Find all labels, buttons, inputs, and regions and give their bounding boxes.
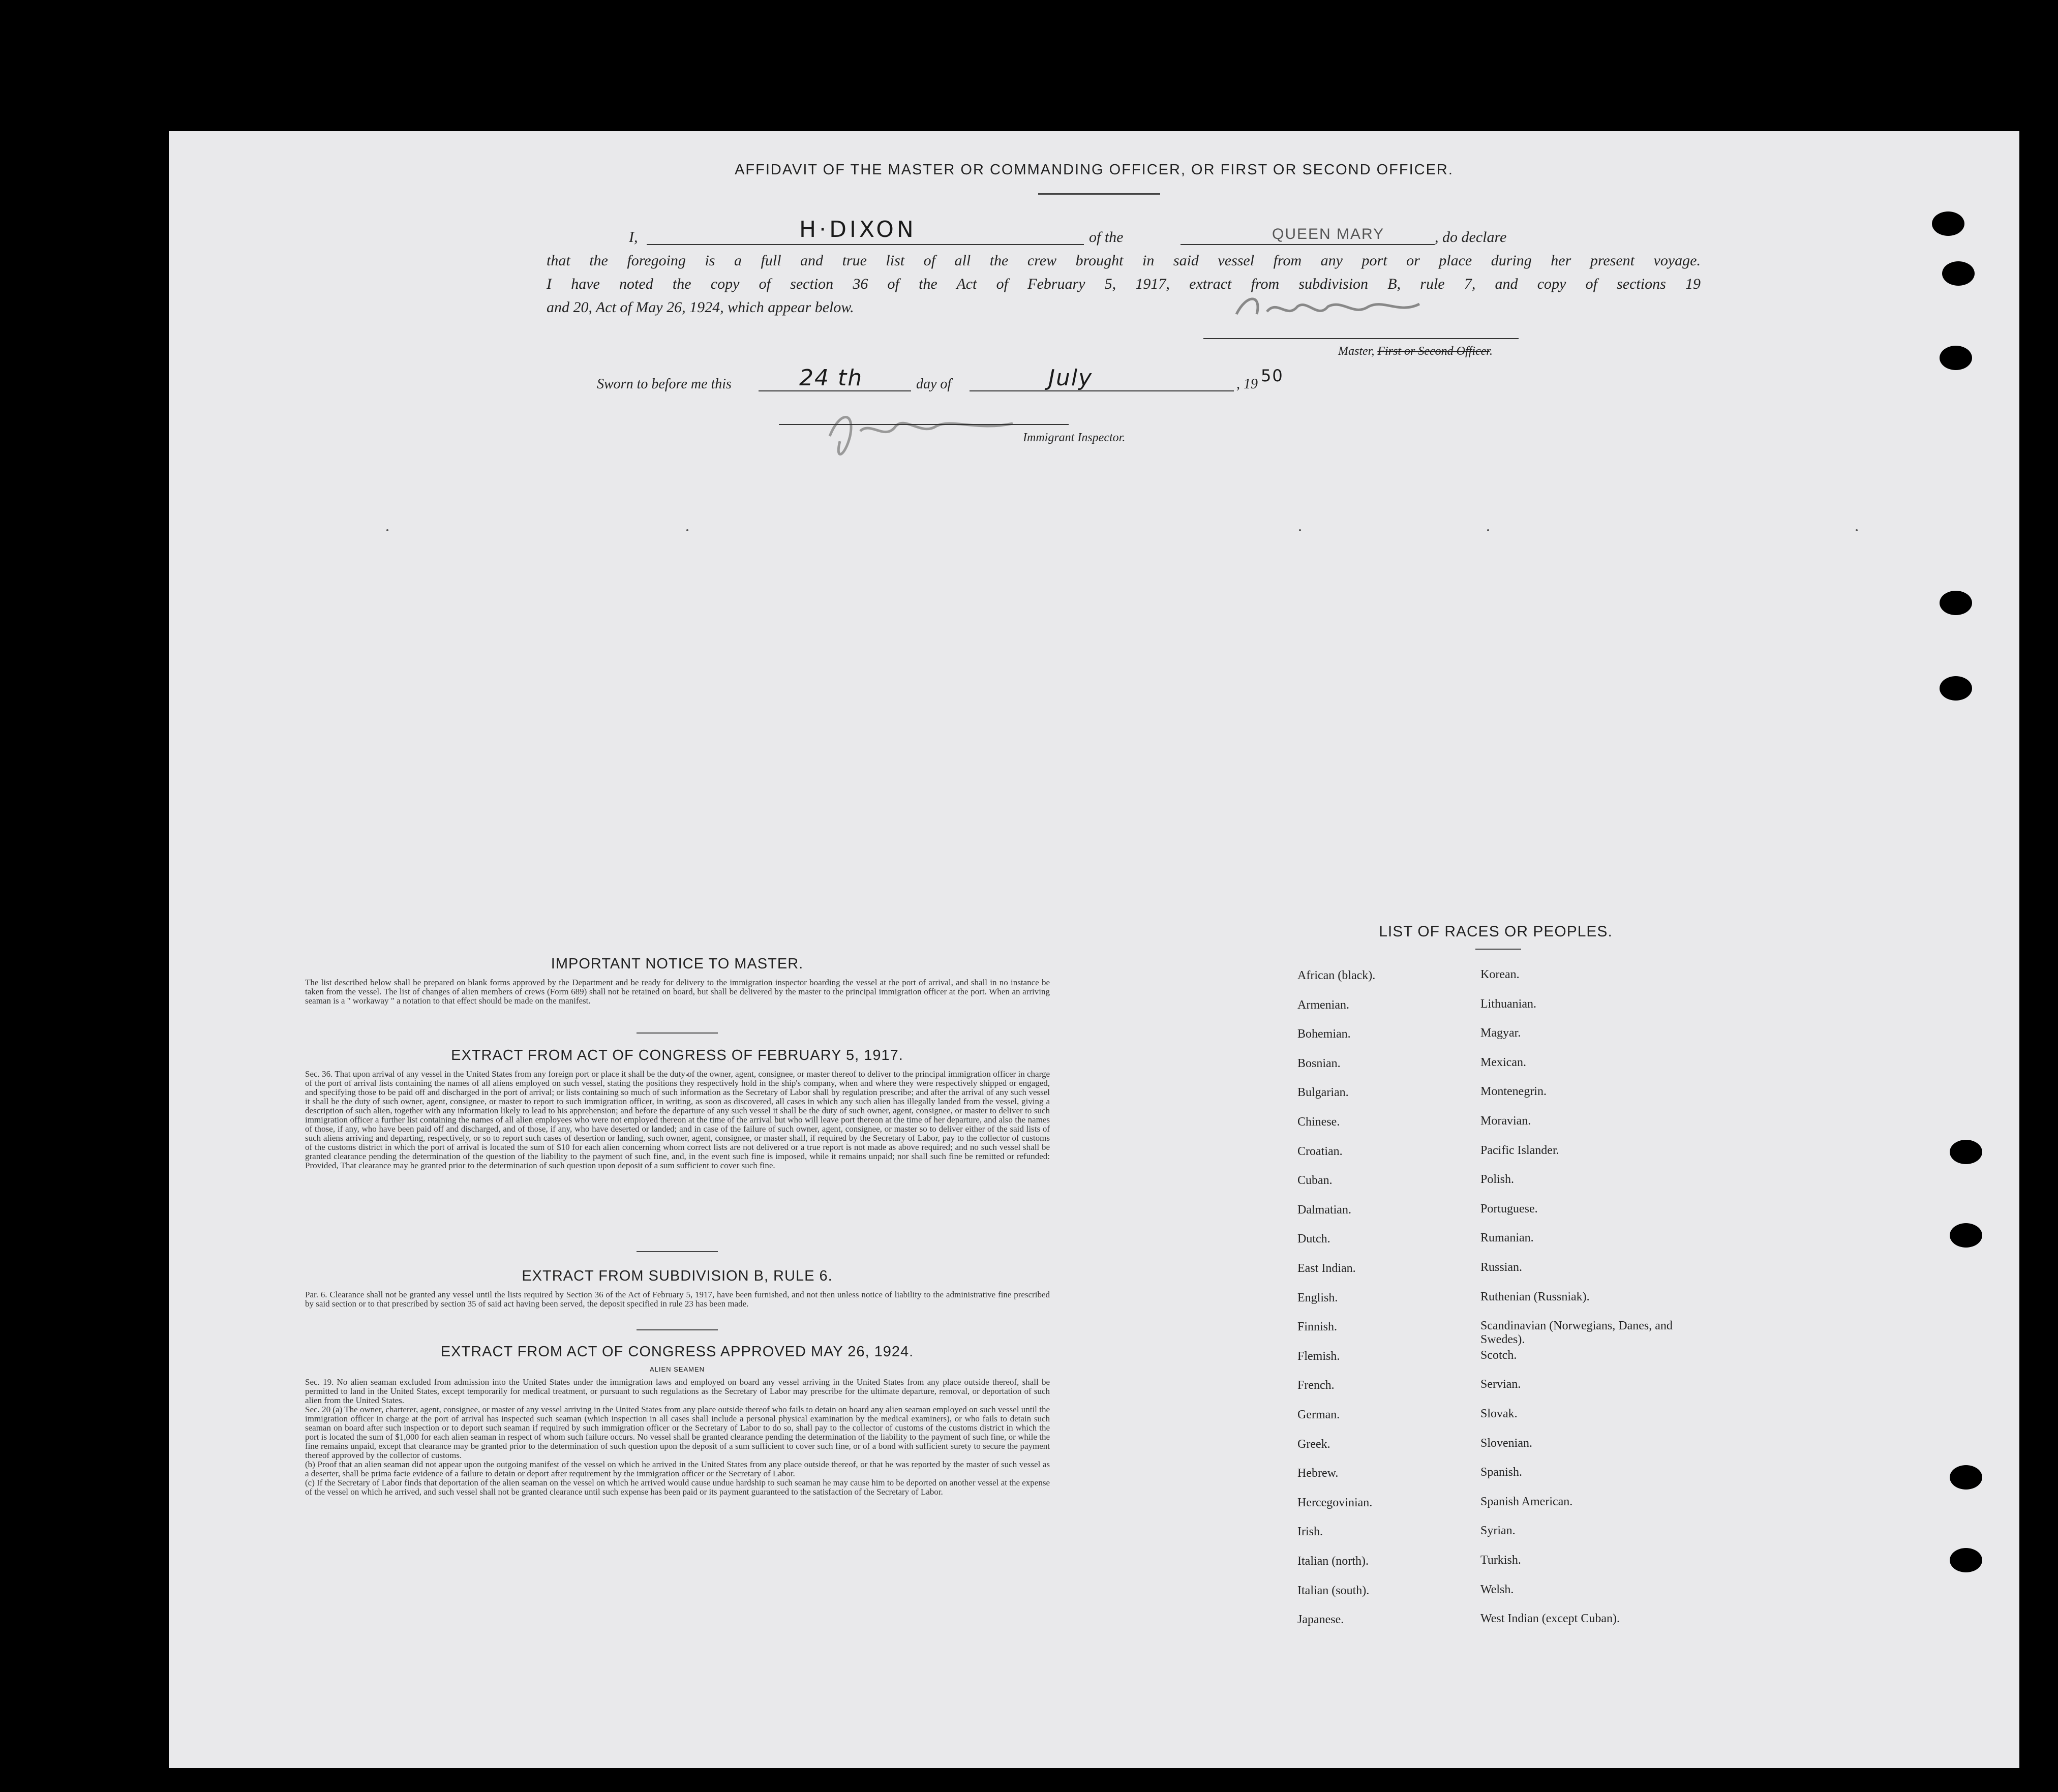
inspector-line: [779, 424, 1069, 425]
race-item: Cuban.: [1297, 1174, 1333, 1188]
races-divider: [1475, 949, 1521, 950]
race-item: Ruthenian (Russniak).: [1480, 1290, 1590, 1303]
title-divider: [1038, 193, 1160, 195]
extract-1924-subheading: ALIEN SEAMEN: [649, 1365, 705, 1373]
race-item: Polish.: [1480, 1173, 1515, 1187]
of-the-label: of the: [1089, 229, 1124, 246]
ship-name-line: [1181, 244, 1435, 245]
sec20b-text: (b) Proof that an alien seaman did not appear upon the outgoing manifest of the vessel on which he arrived in the United States from any place outside thereof, or that he was reported by the master of such vessel as a deserter, shall be prima facie evidence of a failure to detain or deport after requirement by the immigration officer or the Secretary of Labor.: [305, 1460, 1050, 1478]
year-handwritten: 50: [1261, 366, 1284, 385]
extract-1924-heading: EXTRACT FROM ACT OF CONGRESS APPROVED MAY 26, 1924.: [440, 1344, 914, 1360]
ship-name-stamp: QUEEN MARY: [1272, 226, 1385, 242]
affidavit-line-3: I have noted the copy of section 36 of the Act of February 5, 1917, extract from subdivision B, rule 7, and copy of sections 19: [547, 276, 1701, 292]
sec19-text: Sec. 19. No alien seaman excluded from admission into the United States under the immigration laws and employed on board any vessel arriving in the United States from any place outside thereof, shall be permitted to land in the United States, except temporarily for medical treatment, or pursuant to such regulations as the Secretary of Labor may prescribe for the ultimate departure, removal, or deportation of such alien from the United States.: [305, 1377, 1050, 1405]
race-item: Hercegovinian.: [1297, 1496, 1373, 1509]
notice-text: The list described below shall be prepared on blank forms approved by the Department and be ready for delivery to the immigration inspector boarding the vessel at the port of arrival, and shall in no instance be taken from the vessel. The list of changes of alien members of crews (Form 689) shall not be retained on board, but shall be delivered by the master to the principal immigration officer at the port. When an arriving seaman is a " workaway " a notation to that effect should be made on the manifest.: [305, 978, 1050, 1006]
race-item: Turkish.: [1480, 1554, 1521, 1567]
race-item: Magyar.: [1480, 1026, 1521, 1040]
guide-dot: [1487, 529, 1489, 531]
race-item: Bulgarian.: [1297, 1086, 1349, 1100]
affidavit-title: AFFIDAVIT OF THE MASTER OR COMMANDING OFFICER, OR FIRST OR SECOND OFFICER.: [735, 162, 1454, 178]
year-prefix: , 19: [1236, 376, 1258, 392]
race-item: Slovenian.: [1480, 1436, 1532, 1450]
master-signature-line: [1203, 338, 1519, 339]
extract-1924-text: [305, 1378, 1050, 1497]
race-item: Welsh.: [1480, 1583, 1514, 1596]
guide-dot: [386, 529, 388, 531]
race-item: West Indian (except Cuban).: [1480, 1612, 1620, 1626]
race-item: Montenegrin.: [1480, 1085, 1547, 1099]
notice-heading: IMPORTANT NOTICE TO MASTER.: [551, 956, 804, 972]
inspector-signature: [809, 396, 1023, 467]
race-item: Greek.: [1297, 1437, 1330, 1451]
race-item: Lithuanian.: [1480, 997, 1536, 1011]
race-item: Mexican.: [1480, 1055, 1526, 1069]
race-item: Hebrew.: [1297, 1467, 1339, 1480]
rule6-text: Par. 6. Clearance shall not be granted any vessel until the lists required by Section 36 of the Act of February 5, 1917, have been furnished, and not then unless notice of liability to the administrative fine prescribed by said section or to that prescribed by section 35 of said act having been served, the deposit specified in rule 23 has been made.: [305, 1290, 1050, 1309]
sworn-label: Sworn to before me this: [597, 376, 732, 392]
race-item: Syrian.: [1480, 1524, 1516, 1538]
race-item: Portuguese.: [1480, 1202, 1538, 1216]
master-name-handwritten: H·DIXON: [799, 217, 917, 242]
punch-hole: [1942, 261, 1975, 286]
rule6-heading: EXTRACT FROM SUBDIVISION B, RULE 6.: [522, 1268, 833, 1284]
race-item: East Indian.: [1297, 1262, 1356, 1275]
race-item: Korean.: [1480, 968, 1520, 981]
master-caption-struck: First or Second Officer: [1377, 345, 1490, 358]
punch-hole: [1940, 591, 1972, 615]
do-declare-label: , do declare: [1435, 229, 1507, 246]
affidavit-line-2: that the foregoing is a full and true list of all the crew brought in said vessel from any port or place during her present voyage.: [547, 252, 1701, 269]
race-item: Rumanian.: [1480, 1231, 1534, 1245]
race-item: Japanese.: [1297, 1613, 1344, 1627]
sworn-day-handwritten: 24 th: [799, 365, 863, 391]
affidavit-line-4: and 20, Act of May 26, 1924, which appear below.: [547, 299, 854, 316]
race-item: Flemish.: [1297, 1349, 1340, 1363]
extract-1917-heading: EXTRACT FROM ACT OF CONGRESS OF FEBRUARY 5, 1917.: [451, 1047, 903, 1064]
punch-hole: [1940, 676, 1972, 701]
race-item: Dalmatian.: [1297, 1203, 1351, 1217]
race-item: Russian.: [1480, 1261, 1523, 1274]
punch-hole: [1950, 1140, 1982, 1164]
race-item: Chinese.: [1297, 1115, 1340, 1129]
race-item: Servian.: [1480, 1378, 1521, 1391]
i-label: I,: [629, 229, 638, 246]
guide-dot: [1299, 529, 1301, 531]
day-of-label: day of: [916, 376, 952, 392]
punch-hole: [1950, 1465, 1982, 1490]
race-item: Dutch.: [1297, 1232, 1330, 1246]
race-item: African (black).: [1297, 969, 1376, 982]
punch-hole: [1940, 346, 1972, 370]
race-item: Armenian.: [1297, 998, 1349, 1012]
race-item: Scandinavian (Norwegians, Danes, and Swedes).: [1480, 1319, 1673, 1347]
extract-1917-divider: [637, 1251, 718, 1252]
sec20a-text: Sec. 20 (a) The owner, charterer, agent, consignee, or master of any vessel arriving in the United States from any place outside thereof who fails to detain on board any alien seaman employed on such vessel until the immigration officer in charge at the port of arrival has inspected such seaman (which inspection in all cases shall include a personal physical examination by the medical examiners), or who fails to detain such seaman on board after such inspection or to deport such seaman if required by such immigration officer or the Secretary of Labor to do so, shall pay to the collector of customs of the customs district in which the port is located the sum of $1,000 for each alien seaman in respect of whom such failure occurs. No vessel shall be granted clearance pending the determination of the liability to the payment of such fine, or while the fine remains unpaid, except that clearance may be granted prior to the determination of such question upon the deposit of a sum sufficient to cover such fine, or of a bond with sufficient surety to secure the payment thereof approved by the collector of customs.: [305, 1405, 1050, 1460]
race-item: Bosnian.: [1297, 1056, 1341, 1070]
master-name-line: [647, 244, 1084, 245]
punch-hole: [1950, 1223, 1982, 1248]
punch-hole: [1932, 211, 1964, 236]
master-caption-pre: Master,: [1338, 345, 1378, 358]
notice-divider: [637, 1032, 718, 1034]
race-item: Spanish.: [1480, 1466, 1523, 1479]
sworn-month-handwritten: July: [1048, 365, 1093, 391]
race-item: English.: [1297, 1291, 1338, 1304]
race-item: Moravian.: [1480, 1114, 1531, 1128]
race-item: Italian (north).: [1297, 1555, 1369, 1568]
race-item: Irish.: [1297, 1525, 1323, 1539]
manifest-page: [169, 131, 2019, 1768]
race-item: French.: [1297, 1379, 1335, 1392]
race-item: German.: [1297, 1408, 1340, 1421]
race-item: Scotch.: [1480, 1348, 1517, 1362]
race-item: Italian (south).: [1297, 1584, 1370, 1597]
guide-dot: [1856, 529, 1858, 531]
race-item: Spanish American.: [1480, 1495, 1573, 1508]
race-item: Pacific Islander.: [1480, 1143, 1559, 1157]
master-caption: [1338, 345, 1493, 358]
sec20c-text: (c) If the Secretary of Labor finds that deportation of the alien seaman on the vessel on which he arrived would cause undue hardship to such seaman he may cause him to be deported on another vessel at the expense of the vessel on which he arrived, and such vessel shall not be granted clearance until such expense has been paid or its payment guaranteed to the satisfaction of the Secretary of Labor.: [305, 1478, 1050, 1497]
sworn-month-line: [970, 390, 1234, 391]
extract-1917-text: Sec. 36. That upon arrival of any vessel in the United States from any foreign port or place it shall be the duty of the owner, agent, consignee, or master thereof to deliver to the principal immigration officer in charge of the port of arrival lists containing the names of all aliens employed on such vessel, stating the positions they respectively hold in the ship's company, when and where they were respectively shipped or engaged, and specifying those to be paid off and discharged in the port of arrival; or lists containing so much of such information as the Secretary of Labor shall by regulation prescribe; and after the arrival of any such vessel it shall be the duty of such owner, agent, consignee, or master to report to such immigration officer, in writing, as soon as discovered, all cases in which any such alien has illegally landed from the vessel, giving a description of such alien, together with any information likely to lead to his apprehension; and before the departure of any such vessel it shall be the duty of such owner, agent, consignee, or master to deliver to such immigration officer a further list containing the names of all alien employees who were not employed thereon at the time of the arrival but who will leave port thereon at the time of her departure, and also the names of those, if any, who have been paid off and discharged, and of those, if any, who have deserted or landed; and in case of the failure of such owner, agent, consignee, or master so to deliver either of the said lists of such aliens arriving and departing, respectively, or so to report such cases of desertion or landing, such owner, agent, consignee, or master shall, if required by the Secretary of Labor, pay to the collector of customs of the customs district in which the port of arrival is located the sum of $10 for each alien concerning whom correct lists are not delivered or a true report is not made as above required; and no such vessel shall be granted clearance pending the determination of the question of the liability to the payment of such fine, and, in the event such fine is imposed, while it remains unpaid; nor shall such fine be remitted or refunded: Provided, That clearance may be granted prior to the determination of such question upon deposit of a sum sufficient to cover such fine.: [305, 1069, 1050, 1170]
race-item: Slovak.: [1480, 1407, 1518, 1420]
races-heading: LIST OF RACES OR PEOPLES.: [1379, 923, 1613, 940]
race-item: Croatian.: [1297, 1144, 1343, 1158]
race-item: Finnish.: [1297, 1320, 1338, 1334]
guide-dot: [686, 529, 688, 531]
race-item: Bohemian.: [1297, 1027, 1351, 1041]
punch-hole: [1950, 1548, 1982, 1572]
rule6-divider: [637, 1329, 718, 1330]
inspector-caption: Immigrant Inspector.: [1023, 431, 1126, 444]
master-signature: [1226, 284, 1440, 329]
master-caption-post: .: [1489, 345, 1493, 358]
